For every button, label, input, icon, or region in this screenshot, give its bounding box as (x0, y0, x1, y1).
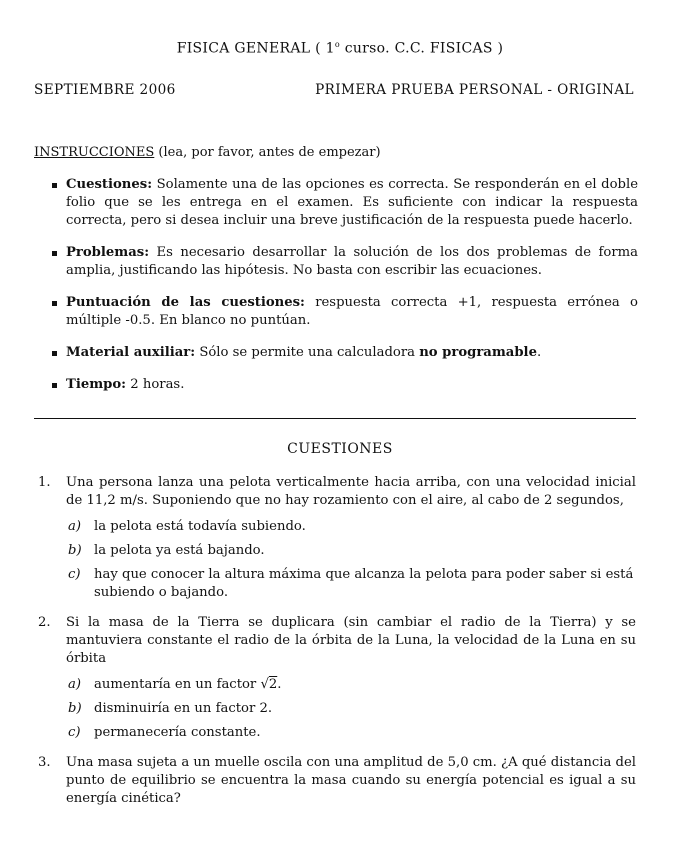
instruction-label: Problemas: (66, 245, 150, 260)
instruction-label: Tiempo: (66, 377, 127, 392)
option-text: aumentaría en un factor (94, 677, 261, 692)
question-text: Si la masa de la Tierra se duplicara (sin cambiar el radio de la Tierra) y se mantuviera constante el radio de la órbita de la Luna, la velocidad de la Luna en su órbita (66, 615, 636, 666)
option-letter: a) (68, 519, 82, 534)
section-divider (34, 418, 636, 419)
instruction-label: Material auxiliar: (66, 345, 196, 360)
square-root-expression (260, 677, 277, 692)
exam-date: SEPTIEMBRE 2006 (34, 82, 176, 98)
question-options (66, 676, 636, 742)
instruction-label: Cuestiones: (66, 177, 153, 192)
course-title-main: FISICA GENERAL ( 1 (176, 40, 335, 57)
instruction-item (50, 344, 638, 362)
course-title (0, 40, 680, 57)
option-text: la pelota está todavía subiendo. (94, 519, 306, 534)
instruction-text: 2 horas. (126, 377, 185, 392)
option-letter: c) (68, 567, 81, 582)
option-item (66, 676, 636, 694)
instruction-label: Puntuación de las cuestiones: (66, 295, 305, 310)
exam-name: PRIMERA PRUEBA PERSONAL - ORIGINAL (315, 82, 634, 98)
instruction-text: Sólo se permite una calculadora (195, 345, 420, 360)
instructions-note: (lea, por favor, antes de empezar) (154, 145, 381, 160)
sqrt-radicand: 2 (268, 677, 278, 692)
instruction-emphasis: no programable (419, 345, 537, 360)
instruction-tail: . (536, 345, 542, 360)
question-number: 3. (38, 755, 51, 770)
option-letter: a) (68, 677, 82, 692)
instruction-text: Solamente una de las opciones es correcta. Se responderán en el doble folio que se les entrega en el examen. Es suficiente con indicar la respuesta correcta, pero si desea incluir una breve justificación de la respuesta puede hacerlo. (66, 177, 638, 228)
section-title: CUESTIONES (287, 441, 393, 457)
option-text: disminuiría en un factor 2. (94, 701, 273, 716)
sqrt-symbol: √ (260, 677, 269, 692)
option-text: hay que conocer la altura máxima que alcanza la pelota para poder saber si está subiendo o bajando. (94, 567, 634, 600)
question-item (34, 614, 636, 742)
option-item (66, 542, 636, 560)
option-text: permanecería constante. (94, 725, 261, 740)
course-title-rest: curso. C.C. FISICAS ) (339, 40, 504, 57)
question-number: 1. (38, 475, 51, 490)
instruction-text: Es necesario desarrollar la solución de los dos problemas de forma amplia, justificando las hipótesis. No basta con escribir las ecuaciones. (66, 245, 638, 278)
question-text: Una masa sujeta a un muelle oscila con una amplitud de 5,0 cm. ¿A qué distancia del punto de equilibrio se encuentra la masa cuando su energía potencial es igual a su energía cinética? (66, 755, 636, 806)
question-number: 2. (38, 615, 51, 630)
questions-list (34, 474, 636, 820)
instructions-heading-line (34, 145, 381, 160)
instruction-item (50, 376, 638, 394)
instructions-list (50, 176, 638, 408)
instruction-item (50, 176, 638, 230)
question-item (34, 474, 636, 602)
option-item (66, 518, 636, 536)
question-text: Una persona lanza una pelota verticalmente hacia arriba, con una velocidad inicial de 11,2 m/s. Suponiendo que no hay rozamiento con el aire, al cabo de 2 segundos, (66, 475, 636, 508)
question-item (34, 754, 636, 808)
instruction-text: respuesta correcta +1, respuesta errónea o múltiple -0.5. En blanco no puntúan. (66, 295, 638, 328)
option-letter: b) (68, 701, 82, 716)
course-title-ordinal: o (334, 40, 340, 49)
instructions-heading: INSTRUCCIONES (34, 145, 155, 160)
option-item (66, 724, 636, 742)
option-letter: b) (68, 543, 82, 558)
instruction-item (50, 244, 638, 280)
option-text: la pelota ya está bajando. (94, 543, 265, 558)
question-options (66, 518, 636, 602)
instruction-item (50, 294, 638, 330)
option-item (66, 700, 636, 718)
option-item (66, 566, 636, 602)
option-tail: . (277, 677, 282, 692)
option-letter: c) (68, 725, 81, 740)
